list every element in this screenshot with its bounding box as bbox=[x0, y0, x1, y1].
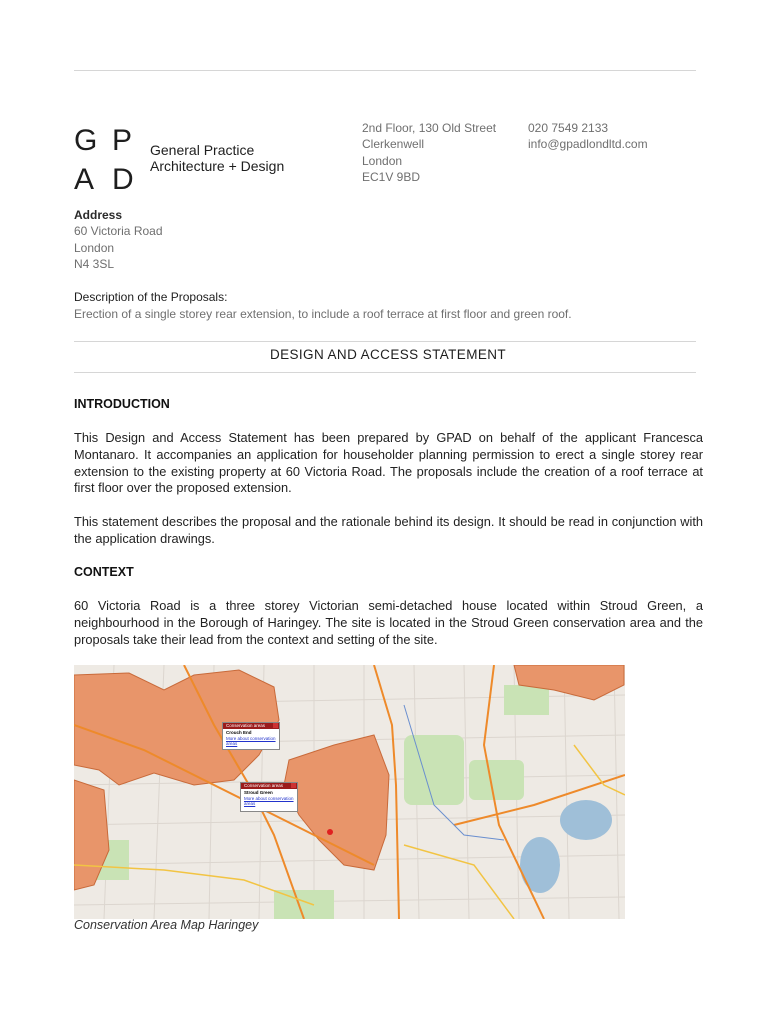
logo-letter-g: G bbox=[74, 124, 98, 157]
logo-letter-p: P bbox=[112, 124, 133, 157]
close-icon[interactable] bbox=[273, 723, 278, 728]
firm-name-line2: Architecture + Design bbox=[150, 158, 285, 174]
logo-letter-d: D bbox=[112, 163, 134, 196]
popup-link[interactable]: More about conservation bbox=[226, 736, 276, 741]
company-address-line: 2nd Floor, 130 Old Street bbox=[362, 121, 497, 135]
company-phone: 020 7549 2133 bbox=[528, 121, 609, 135]
company-address bbox=[362, 120, 496, 185]
context-heading: CONTEXT bbox=[74, 565, 134, 579]
popup-link[interactable]: More about conservation bbox=[244, 796, 294, 801]
conservation-area-map bbox=[74, 665, 625, 919]
company-address-line: Clerkenwell bbox=[362, 137, 425, 152]
conservation-popup-stroud-green[interactable] bbox=[240, 782, 298, 812]
proposal-label: Description of the Proposals: bbox=[74, 290, 228, 304]
top-rule bbox=[74, 70, 696, 71]
company-email[interactable]: info@gpadlondltd.com bbox=[528, 137, 648, 152]
proposal-text: Erection of a single storey rear extension, to include a roof terrace at first floor and green roof. bbox=[74, 307, 572, 321]
popup-header: Conservation areas bbox=[241, 783, 297, 789]
popup-area-name: Stroud Green bbox=[244, 790, 273, 795]
logo-letter-a: A bbox=[74, 163, 95, 196]
company-contact bbox=[528, 120, 648, 153]
context-paragraph: 60 Victoria Road is a three storey Victorian semi-detached house located within Stroud Green, a neighbourhood in the Borough of Haringey. The site is located in the Stroud Green conservation area and the proposals take their lead from the context and setting of the site. bbox=[74, 598, 703, 647]
introduction-paragraph: This statement describes the proposal and the rationale behind its design. It should be read in conjunction with the application drawings. bbox=[74, 514, 703, 546]
company-address-line: EC1V 9BD bbox=[362, 169, 421, 184]
map-caption: Conservation Area Map Haringey bbox=[74, 918, 259, 932]
firm-name bbox=[150, 142, 284, 174]
site-address-label: Address bbox=[74, 208, 123, 222]
firm-name-line1: General Practice bbox=[150, 142, 255, 158]
popup-area-name: Crouch End bbox=[226, 730, 252, 735]
document-title: DESIGN AND ACCESS STATEMENT bbox=[269, 347, 507, 362]
site-address-line: London bbox=[74, 240, 115, 255]
introduction-paragraph: This Design and Access Statement has been prepared by GPAD on behalf of the applicant Francesca Montanaro. It accompanies an application for householder planning permission to erect a single storey rear extension to the existing property at 60 Victoria Road. The proposals include the creation of a roof terrace at first floor over the proposed extension. bbox=[74, 430, 703, 496]
map-graphic bbox=[74, 665, 625, 919]
title-rule-bottom bbox=[74, 372, 696, 373]
company-address-line: London bbox=[362, 153, 403, 168]
conservation-popup-crouch-end[interactable] bbox=[222, 722, 280, 750]
site-address-line: 60 Victoria Road bbox=[74, 224, 163, 238]
popup-link[interactable]: areas bbox=[226, 741, 238, 746]
close-icon[interactable] bbox=[291, 783, 296, 788]
introduction-heading: INTRODUCTION bbox=[74, 397, 170, 411]
title-rule-top bbox=[74, 341, 696, 342]
popup-header: Conservation areas bbox=[223, 723, 279, 729]
site-address bbox=[74, 223, 163, 273]
site-address-line: N4 3SL bbox=[74, 257, 115, 271]
popup-link[interactable]: areas bbox=[244, 801, 256, 806]
